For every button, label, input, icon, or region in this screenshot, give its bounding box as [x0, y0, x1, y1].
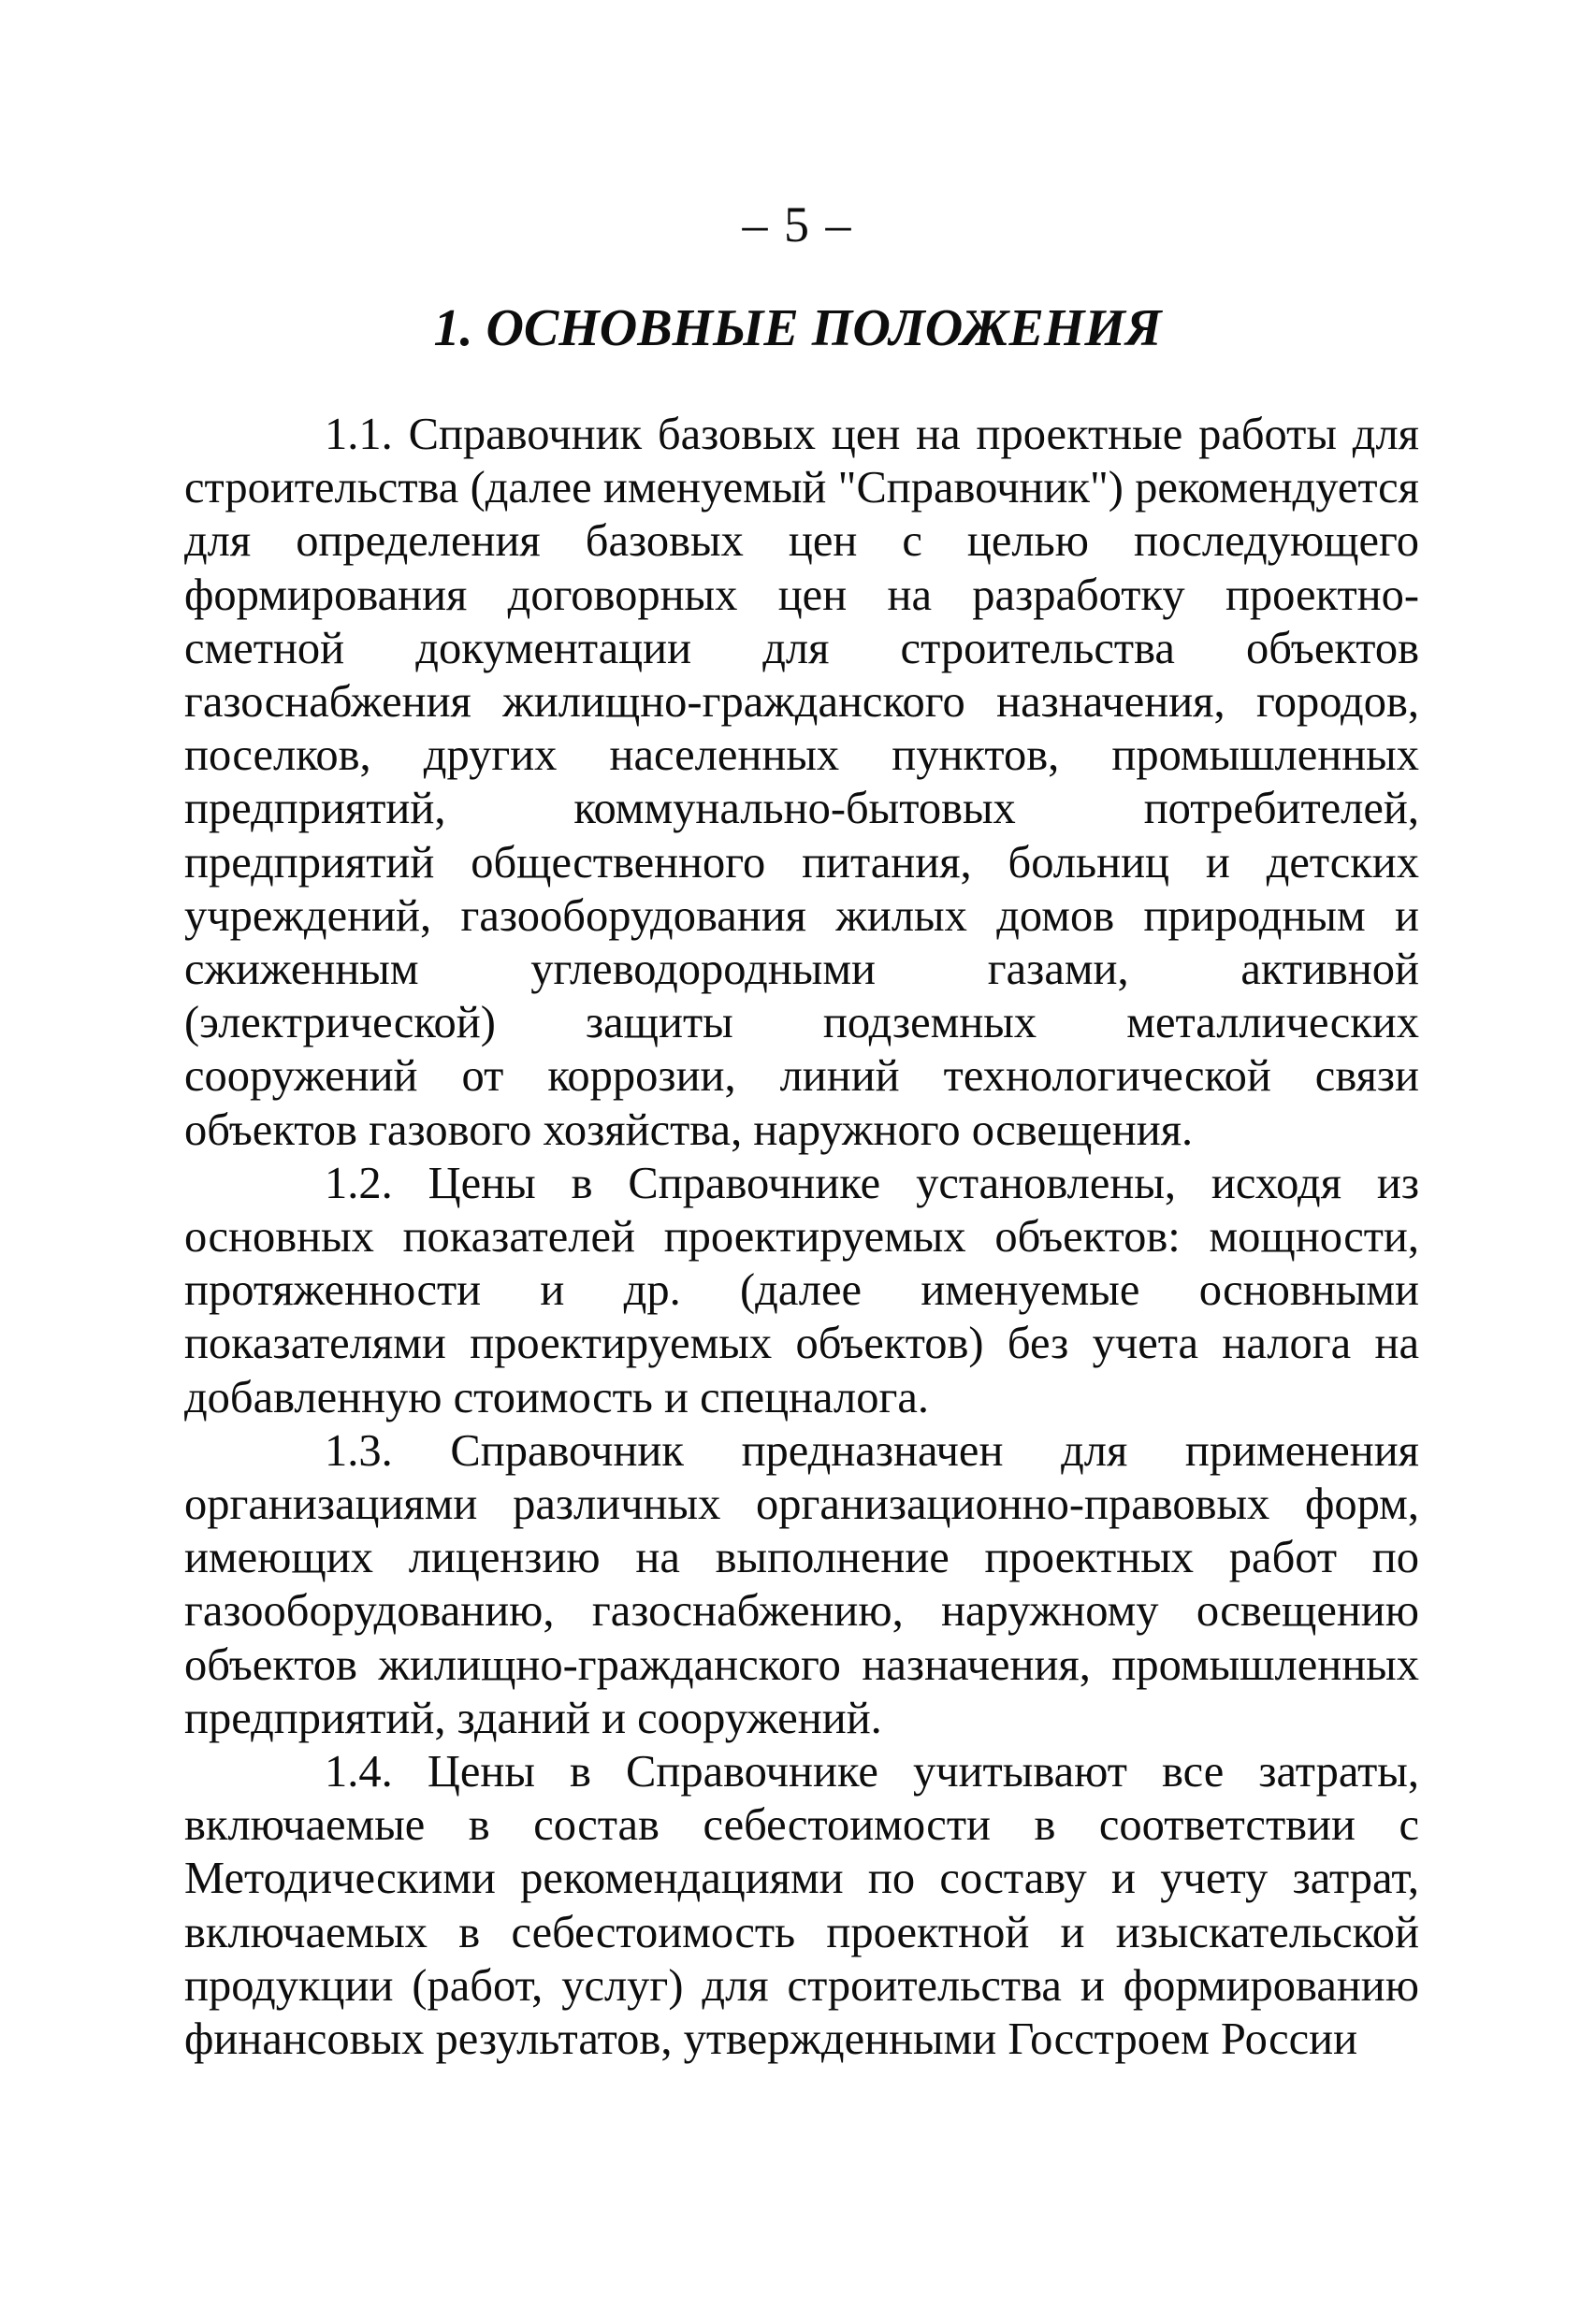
page-number: – 5 – [742, 196, 853, 253]
section-heading: 1. ОСНОВНЫЕ ПОЛОЖЕНИЯ [433, 299, 1162, 357]
paragraph-1-1: 1.1. Справочник базовых цен на проектные работы для строительства (далее именуемый "Справочник") рекомендуется для определения базовых цен с целью последующего формирования договорных цен на разработку проектно-сметной документации для строительства объектов газоснабжения жилищно-гражданского назначения, городов, поселков, других населенных пунктов, промышленных предприятий, коммунально-бытовых потребителей, предприятий общественного питания, больниц и детских учреждений, газооборудования жилых домов природным и сжиженным углеводородными газами, активной (электрической) защиты подземных металлических сооружений от коррозии, линий технологической связи объектов газового хозяйства, наружного освещения. [184, 410, 1419, 1155]
paragraph-1-3: 1.3. Справочник предназначен для применения организациями различных организационно-правовых форм, имеющих лицензию на выполнение проектных работ по газооборудованию, газоснабжению, наружному освещению объектов жилищно-гражданского назначения, промышленных предприятий, зданий и сооружений. [184, 1425, 1419, 1743]
paragraph-1-4: 1.4. Цены в Справочнике учитывают все затраты, включаемые в состав себестоимости в соответствии с Методическими рекомендациями по составу и учету затрат, включаемых в себестоимость проектной и изыскательской продукции (работ, услуг) для строительства и формированию финансовых результатов, утвержденными Госстроем России [184, 1747, 1419, 2065]
paragraph-1-2: 1.2. Цены в Справочнике установлены, исходя из основных показателей проектируемых объектов: мощности, протяженности и др. (далее именуемые основными показателями проектируемых объектов) без учета налога на добавленную стоимость и спецналога. [184, 1158, 1419, 1422]
body-text [184, 408, 1419, 2066]
